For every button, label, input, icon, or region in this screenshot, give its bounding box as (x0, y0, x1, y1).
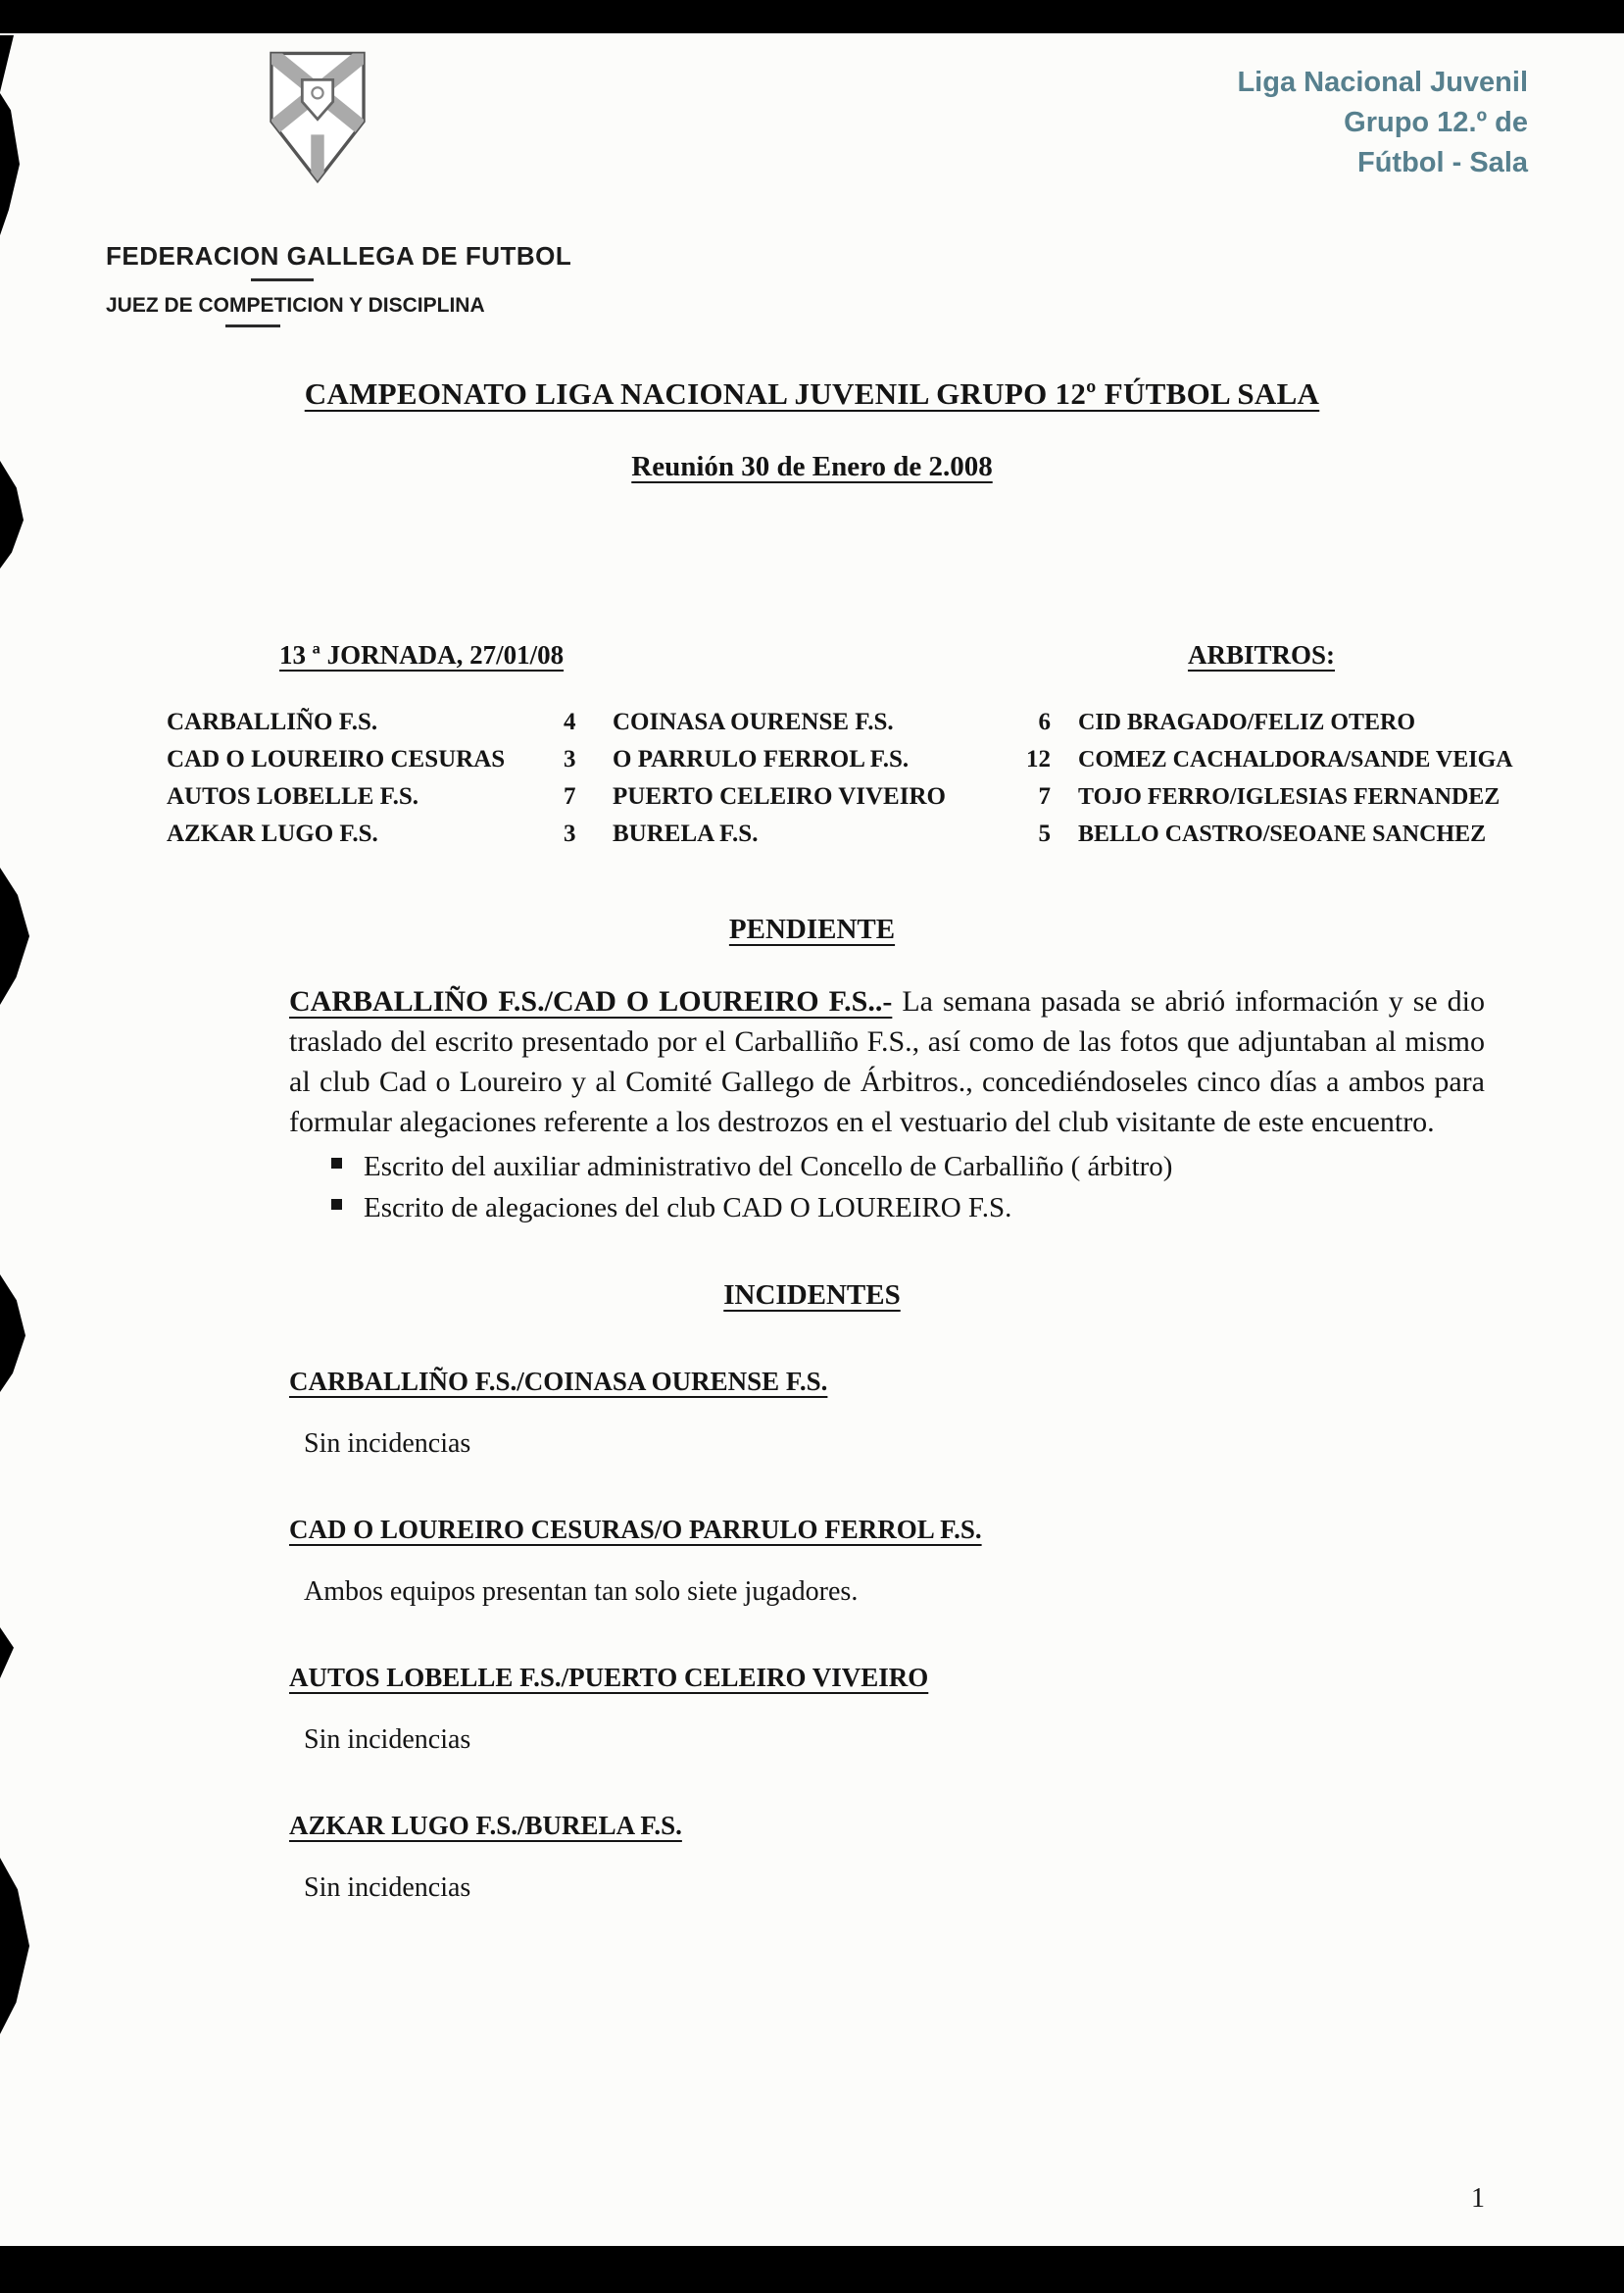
incident-match-heading: CAD O LOUREIRO CESURAS/O PARRULO FERROL F.S. (289, 1515, 982, 1544)
bullet-text: Escrito del auxiliar administrativo del Concello de Carballiño ( árbitro) (364, 1151, 1173, 1182)
away-score: 6 (1038, 709, 1051, 735)
scan-edge-bottom (0, 2246, 1624, 2293)
case-title: CARBALLIÑO F.S./CAD O LOUREIRO F.S..- (289, 985, 893, 1018)
pendiente-heading: PENDIENTE (728, 914, 896, 945)
league-line-2: Grupo 12.º de (1344, 107, 1528, 138)
referees: TOJO FERRO/IGLESIAS FERNANDEZ (1078, 784, 1501, 810)
table-row (167, 704, 1624, 741)
incident-note: Sin incidencias (304, 1872, 471, 1903)
table-row (167, 778, 1624, 816)
incident-match-heading: CARBALLIÑO F.S./COINASA OURENSE F.S. (289, 1367, 828, 1396)
document-header (0, 0, 1624, 365)
incident-note: Sin incidencias (304, 1724, 471, 1755)
incident-section (0, 1811, 1624, 1904)
away-team: O PARRULO FERROL F.S. (613, 746, 910, 773)
away-score: 5 (1038, 821, 1051, 847)
page-number: 1 (1471, 2183, 1485, 2214)
pendiente-bullet-list (0, 1146, 1624, 1228)
incident-match-heading: AZKAR LUGO F.S./BURELA F.S. (289, 1811, 682, 1840)
bullet-square-icon (331, 1158, 342, 1169)
home-score: 4 (564, 709, 576, 735)
bullet-text: Escrito de alegaciones del club CAD O LOUREIRO F.S. (364, 1192, 1012, 1223)
referees: COMEZ CACHALDORA/SANDE VEIGA (1078, 747, 1513, 773)
table-row (167, 741, 1624, 778)
incident-note: Sin incidencias (304, 1428, 471, 1459)
referees: CID BRAGADO/FELIZ OTERO (1078, 710, 1416, 735)
away-team: COINASA OURENSE F.S. (613, 709, 894, 735)
home-team: AZKAR LUGO F.S. (167, 821, 378, 847)
results-table (167, 704, 1624, 853)
league-heading (1237, 63, 1528, 183)
arbitros-heading: ARBITROS: (1187, 640, 1335, 670)
league-line-1: Liga Nacional Juvenil (1237, 67, 1528, 98)
away-team: BURELA F.S. (613, 821, 759, 847)
league-line-3: Fútbol - Sala (1357, 147, 1528, 178)
scan-artifact (0, 868, 29, 1005)
incident-section (0, 1367, 1624, 1460)
list-item (331, 1146, 1624, 1187)
case-text: La semana pasada se abrió información y se dio traslado del escrito presentado por el Carballiño F.S., así como de las fotos que adjuntaban al mismo al club Cad o Loureiro y al Comité Gallego de Árbitros., concediéndoseles cinco días a ambos para formular alegaciones referente a los destrozos en el vestuario del club visitante de este encuentro. (289, 985, 1486, 1138)
bullet-square-icon (331, 1199, 342, 1210)
referees: BELLO CASTRO/SEOANE SANCHEZ (1078, 822, 1487, 847)
divider-rule (251, 278, 314, 281)
incident-section (0, 1515, 1624, 1608)
away-score: 12 (1026, 746, 1051, 773)
federation-name: FEDERACION GALLEGA DE FUTBOL (106, 241, 572, 271)
meeting-date-subtitle: Reunión 30 de Enero de 2.008 (631, 451, 993, 482)
home-score: 7 (564, 783, 576, 810)
document-title: CAMPEONATO LIGA NACIONAL JUVENIL GRUPO 12º FÚTBOL SALA (304, 376, 1320, 411)
jornada-heading: 13 ª JORNADA, 27/01/08 (279, 640, 565, 670)
home-team: AUTOS LOBELLE F.S. (167, 783, 419, 810)
away-team: PUERTO CELEIRO VIVEIRO (613, 783, 946, 810)
divider-rule (225, 324, 280, 327)
jornada-header-row (0, 640, 1624, 671)
pendiente-case-paragraph (289, 981, 1485, 1142)
federation-crest-icon (263, 49, 372, 186)
list-item (331, 1187, 1624, 1228)
incident-section (0, 1663, 1624, 1756)
table-row (167, 816, 1624, 853)
incidentes-heading: INCIDENTES (723, 1279, 901, 1311)
organization-block (106, 241, 571, 327)
incident-match-heading: AUTOS LOBELLE F.S./PUERTO CELEIRO VIVEIRO (289, 1663, 929, 1692)
committee-name: JUEZ DE COMPETICION Y DISCIPLINA (106, 294, 485, 317)
home-score: 3 (564, 821, 576, 847)
home-score: 3 (564, 746, 576, 773)
home-team: CAD O LOUREIRO CESURAS (167, 746, 506, 773)
away-score: 7 (1038, 783, 1051, 810)
incident-note: Ambos equipos presentan tan solo siete jugadores. (304, 1576, 859, 1607)
home-team: CARBALLIÑO F.S. (167, 709, 378, 735)
